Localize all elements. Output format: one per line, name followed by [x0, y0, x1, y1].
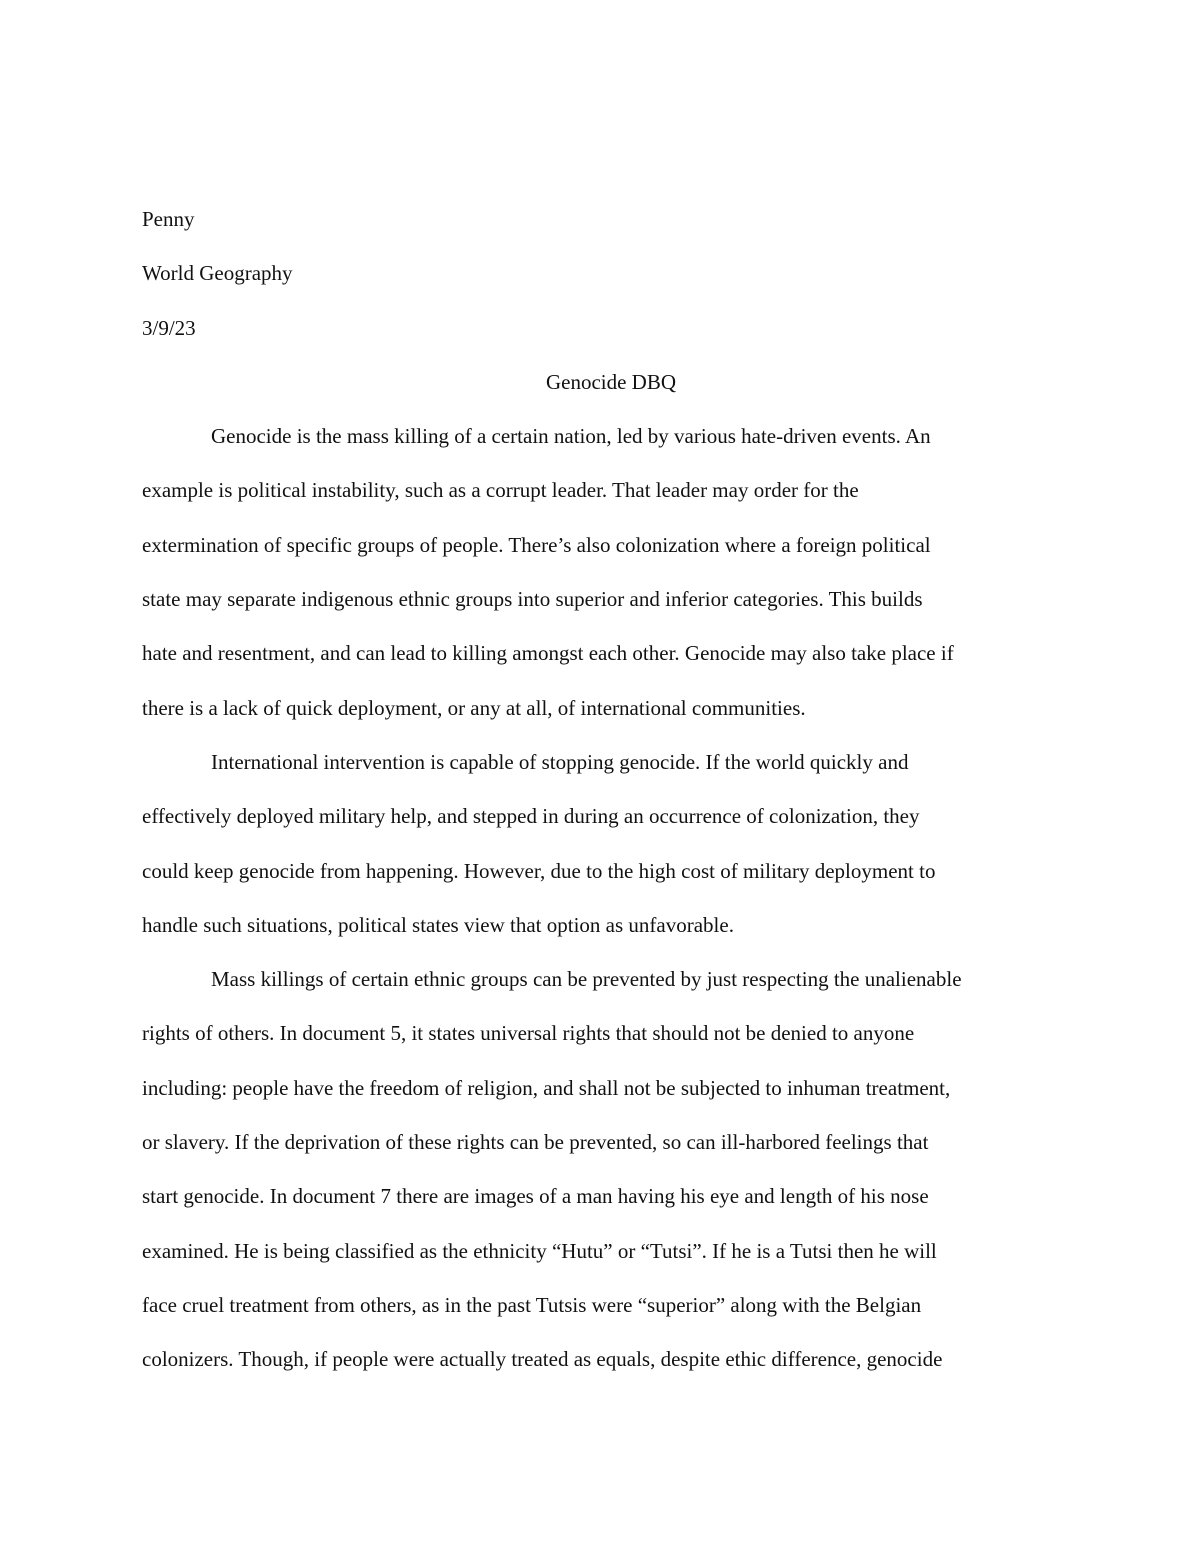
paragraph-1-line-5: hate and resentment, and can lead to killing amongst each other. Genocide may also take place if: [142, 641, 954, 666]
paragraph-2-line-2: effectively deployed military help, and stepped in during an occurrence of colonization, they: [142, 804, 920, 829]
paragraph-3-line-5: start genocide. In document 7 there are images of a man having his eye and length of his nose: [142, 1184, 929, 1209]
paragraph-1-line-2: example is political instability, such as a corrupt leader. That leader may order for the: [142, 478, 859, 503]
essay-date: 3/9/23: [142, 315, 196, 340]
paragraph-3-line-1: Mass killings of certain ethnic groups can be prevented by just respecting the unalienable: [211, 967, 962, 992]
paragraph-3-line-2: rights of others. In document 5, it states universal rights that should not be denied to anyone: [142, 1021, 915, 1046]
paragraph-1-line-1: Genocide is the mass killing of a certain nation, led by various hate-driven events. An: [211, 424, 931, 449]
paragraph-2-line-3: could keep genocide from happening. However, due to the high cost of military deployment to: [142, 858, 936, 883]
author-name: Penny: [142, 207, 195, 231]
paragraph-1-line-6: there is a lack of quick deployment, or any at all, of international communities.: [142, 695, 806, 720]
paragraph-3-line-3: including: people have the freedom of religion, and shall not be subjected to inhuman treatment,: [142, 1075, 951, 1100]
course-name: World Geography: [142, 261, 293, 286]
paragraph-1-line-3: extermination of specific groups of people. There’s also colonization where a foreign political: [142, 532, 931, 557]
paragraph-2-line-4: handle such situations, political states view that option as unfavorable.: [142, 912, 734, 937]
paragraph-3-line-7: face cruel treatment from others, as in the past Tutsis were “superior” along with the Belgian: [142, 1292, 922, 1317]
paragraph-3-line-4: or slavery. If the deprivation of these rights can be prevented, so can ill-harbored feelings that: [142, 1130, 929, 1155]
paragraph-3-line-8: colonizers. Though, if people were actually treated as equals, despite ethic difference, genocide: [142, 1347, 943, 1372]
paragraph-3-line-6: examined. He is being classified as the ethnicity “Hutu” or “Tutsi”. If he is a Tutsi then he will: [142, 1238, 937, 1263]
essay-text: [142, 192, 1054, 1387]
paragraph-1-line-4: state may separate indigenous ethnic groups into superior and inferior categories. This builds: [142, 587, 923, 612]
paragraph-2-line-1: International intervention is capable of stopping genocide. If the world quickly and: [211, 749, 909, 774]
essay-title: Genocide DBQ: [545, 369, 677, 394]
